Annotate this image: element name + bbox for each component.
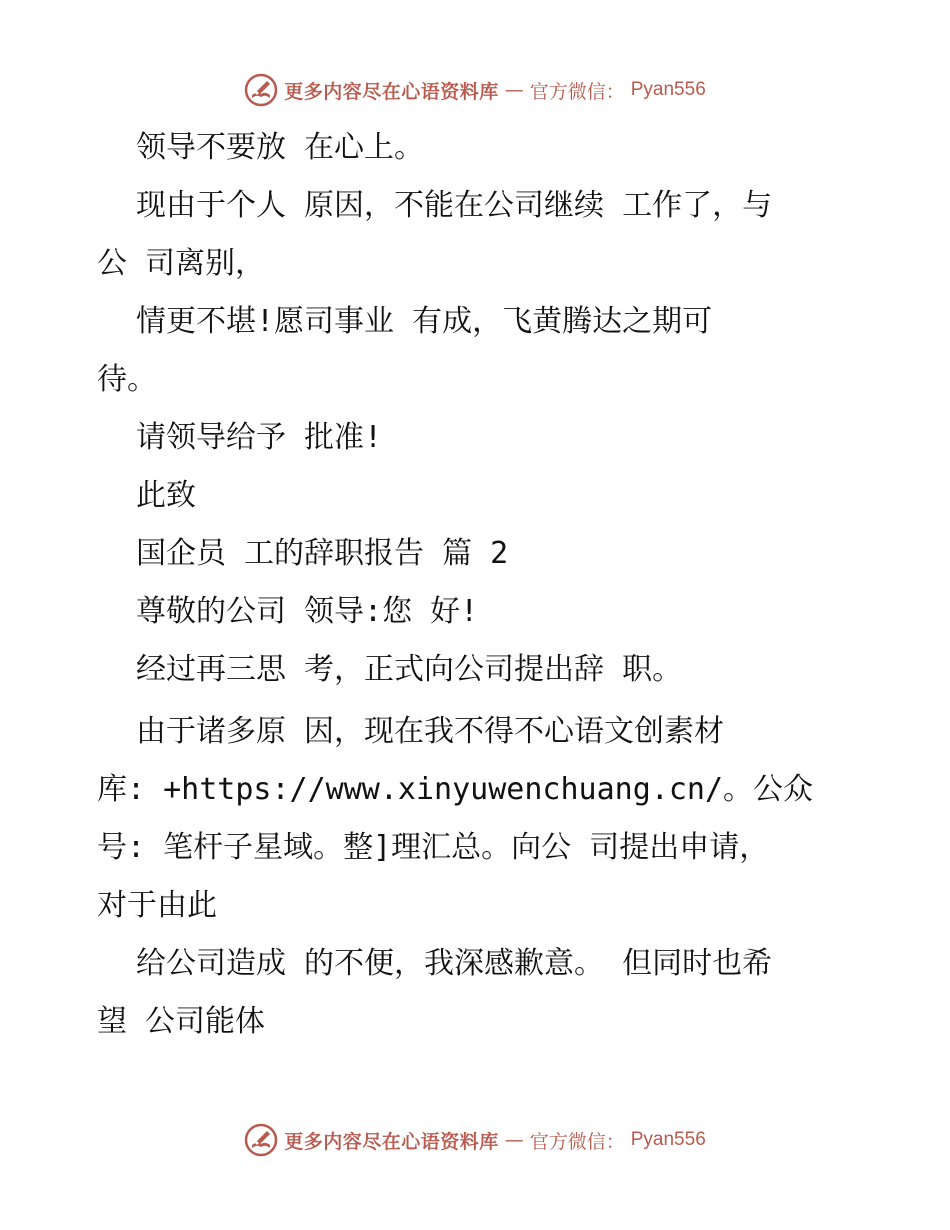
- header-banner: [0, 70, 950, 110]
- banner-wechat-id: Pyan556: [630, 1129, 706, 1150]
- book-pen-logo-icon: [244, 1123, 278, 1157]
- banner-official-label: 官方微信：: [529, 80, 625, 103]
- body-line: 现由于个人 原因，不能在公司继续 工作了，与: [136, 188, 773, 223]
- body-line: 此致: [136, 478, 196, 513]
- banner-slogan: 更多内容尽在心语资料库: [284, 80, 499, 103]
- body-line: 待。: [97, 362, 157, 397]
- body-line: 情更不堪!愿司事业 有成，飞黄腾达之期可: [136, 304, 713, 339]
- body-line: 领导不要放 在心上。: [136, 130, 425, 165]
- body-line: 请领导给予 批准!: [136, 420, 383, 455]
- body-line: 号: 笔杆子星域。整]理汇总。向公 司提出申请，: [97, 830, 770, 865]
- body-line: 库: +https://www.xinyuwenchuang.cn/。公众: [97, 772, 814, 807]
- body-line: 经过再三思 考，正式向公司提出辞 职。: [136, 652, 683, 687]
- section-heading: 国企员 工的辞职报告 篇 2: [136, 536, 509, 571]
- body-line: 给公司造成 的不便，我深感歉意。 但同时也希: [136, 946, 773, 981]
- body-line: 望 公司能体: [97, 1004, 266, 1039]
- body-line: 对于由此: [97, 888, 217, 923]
- body-line: 由于诸多原 因，现在我不得不心语文创素材: [136, 714, 725, 749]
- salutation-line: 尊敬的公司 领导:您 好!: [136, 594, 479, 629]
- footer-banner: [0, 1120, 950, 1160]
- book-pen-logo-icon: [244, 73, 278, 107]
- banner-separator: —: [504, 79, 524, 101]
- banner-wechat-id: Pyan556: [630, 79, 706, 100]
- banner-official-label: 官方微信：: [529, 1130, 625, 1153]
- banner-separator: —: [504, 1129, 524, 1151]
- banner-slogan: 更多内容尽在心语资料库: [284, 1130, 499, 1153]
- body-line: 公 司离别，: [97, 246, 266, 281]
